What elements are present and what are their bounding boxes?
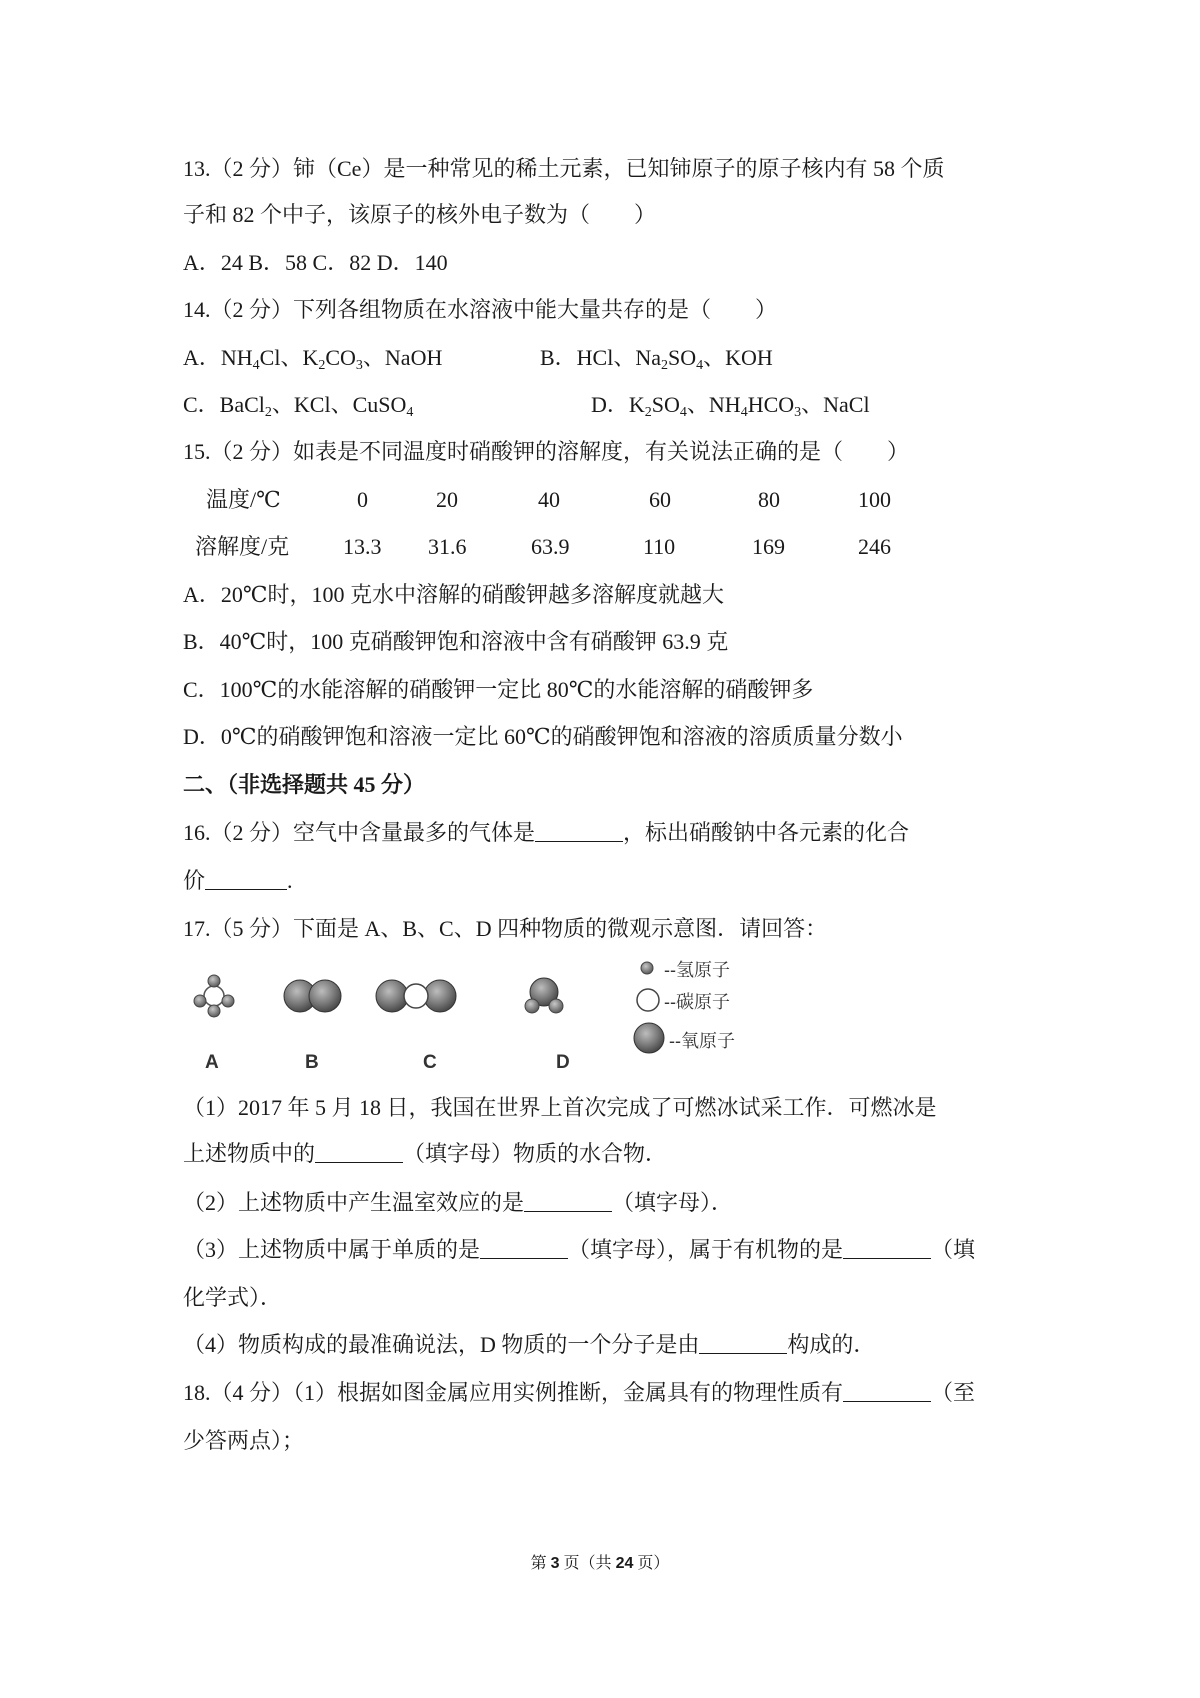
q14-stem: 14.（2 分）下列各组物质在水溶液中能大量共存的是（ ） <box>183 297 778 322</box>
oxygen-atom <box>309 980 341 1012</box>
oxygen-atom <box>376 980 408 1012</box>
answer-blank[interactable] <box>843 1236 931 1259</box>
answer-blank[interactable] <box>315 1140 403 1163</box>
page-total: 24 <box>615 1555 634 1572</box>
q13-line-2: 子和 82 个中子，该原子的核外电子数为（ ） <box>183 202 657 227</box>
legend-oxygen: --氧原子 <box>669 1031 735 1051</box>
hydrogen-atom <box>525 999 539 1013</box>
answer-blank[interactable] <box>535 819 623 842</box>
table-cell: 63.9 <box>531 534 570 559</box>
answer-blank[interactable] <box>524 1189 612 1212</box>
molecule-b <box>284 980 341 1012</box>
legend-hydrogen: --氢原子 <box>664 960 730 980</box>
q17-p1-line-2: 上述物质中的 （填字母）物质的水合物． <box>183 1141 668 1166</box>
q17-p3-line-2: 化学式）． <box>183 1285 283 1310</box>
q14-option-b: B．HCl、$Na_2SO_4$、KOH <box>540 345 773 373</box>
table-cell: 80 <box>758 487 780 512</box>
q17-p4: （4）物质构成的最准确说法，D 物质的一个分子是由 构成的． <box>183 1332 876 1357</box>
q17-p2: （2）上述物质中产生温室效应的是 （填字母）． <box>183 1190 734 1215</box>
molecule-a <box>194 975 234 1017</box>
q15-option-a: A．20℃时，100 克水中溶解的硝酸钾越多溶解度就越大 <box>183 582 724 607</box>
table-cell: 40 <box>538 487 560 512</box>
hydrogen-atom <box>208 975 220 987</box>
carbon-legend-icon <box>637 989 659 1011</box>
answer-blank[interactable] <box>699 1331 787 1354</box>
q13-options: A．24 B．58 C．82 D．140 <box>183 250 448 275</box>
table-cell: 100 <box>858 487 891 512</box>
figure-label-a: A <box>205 1052 219 1073</box>
q18-line-2: 少答两点）； <box>183 1428 305 1453</box>
q15-stem: 15.（2 分）如表是不同温度时硝酸钾的溶解度，有关说法正确的是（ ） <box>183 439 910 464</box>
molecule-diagram <box>180 948 800 1088</box>
figure-label-c: C <box>423 1052 437 1073</box>
molecule-c <box>376 980 456 1012</box>
q13-line-1: 13.（2 分）铈（Ce）是一种常见的稀土元素，已知铈原子的原子核内有 58 个质 <box>183 156 945 181</box>
q17-p3-line-1: （3）上述物质中属于单质的是 （填字母），属于有机物的是 （填 <box>183 1237 976 1262</box>
table-cell: 246 <box>858 534 891 559</box>
table-cell: 60 <box>649 487 671 512</box>
hydrogen-atom <box>194 995 206 1007</box>
q17-p1-line-1: （1）2017 年 5 月 18 日，我国在世界上首次完成了可燃冰试采工作．可燃冰是 <box>183 1095 937 1120</box>
table-row1-label: 温度/℃ <box>206 487 281 512</box>
q15-option-d: D．0℃的硝酸钾饱和溶液一定比 60℃的硝酸钾饱和溶液的溶质质量分数小 <box>183 724 903 749</box>
q14-option-d: D．$K_2SO_4$、$NH_4HCO_3$、NaCl <box>591 392 870 420</box>
q18-line-1: 18.（4 分）（1）根据如图金属应用实例推断，金属具有的物理性质有 （至 <box>183 1380 976 1405</box>
molecule-d <box>525 978 563 1013</box>
q16-line-1: 16.（2 分）空气中含量最多的气体是 ，标出硝酸钠中各元素的化合 <box>183 820 910 845</box>
table-cell: 13.3 <box>343 534 382 559</box>
answer-blank[interactable] <box>843 1379 931 1402</box>
table-cell: 0 <box>357 487 368 512</box>
q16-line-2: 价 . <box>183 868 293 893</box>
answer-blank[interactable] <box>205 867 287 890</box>
answer-blank[interactable] <box>480 1236 568 1259</box>
q15-option-c: C．100℃的水能溶解的硝酸钾一定比 80℃的水能溶解的硝酸钾多 <box>183 677 814 702</box>
page-footer: 第 3 页（共 24 页） <box>530 1555 670 1572</box>
q15-option-b: B．40℃时，100 克硝酸钾饱和溶液中含有硝酸钾 63.9 克 <box>183 629 729 654</box>
legend-carbon: --碳原子 <box>664 992 730 1012</box>
page-number: 3 <box>550 1555 560 1572</box>
oxygen-legend-icon <box>634 1023 664 1053</box>
figure-label-d: D <box>556 1052 570 1073</box>
q14-option-a: A．$NH_4Cl$、$K_2CO_3$、NaOH <box>183 345 443 373</box>
table-cell: 169 <box>752 534 785 559</box>
table-row2-label: 溶解度/克 <box>195 534 290 559</box>
carbon-atom <box>204 986 224 1006</box>
oxygen-atom <box>424 980 456 1012</box>
carbon-atom <box>404 984 428 1008</box>
hydrogen-legend-icon <box>641 962 653 974</box>
hydrogen-atom <box>222 995 234 1007</box>
table-cell: 31.6 <box>428 534 467 559</box>
table-cell: 110 <box>643 534 676 559</box>
hydrogen-atom <box>208 1005 220 1017</box>
diagram-legend <box>634 962 664 1053</box>
section-heading: 二、（非选择题共 45 分） <box>183 772 426 797</box>
q14-option-c: C．BaCl$_2$、KCl、CuSO$_4$ <box>183 392 414 420</box>
figure-label-b: B <box>305 1052 319 1073</box>
q17-stem: 17.（5 分）下面是 A、B、C、D 四种物质的微观示意图．请回答： <box>183 916 828 941</box>
hydrogen-atom <box>549 999 563 1013</box>
table-cell: 20 <box>436 487 458 512</box>
